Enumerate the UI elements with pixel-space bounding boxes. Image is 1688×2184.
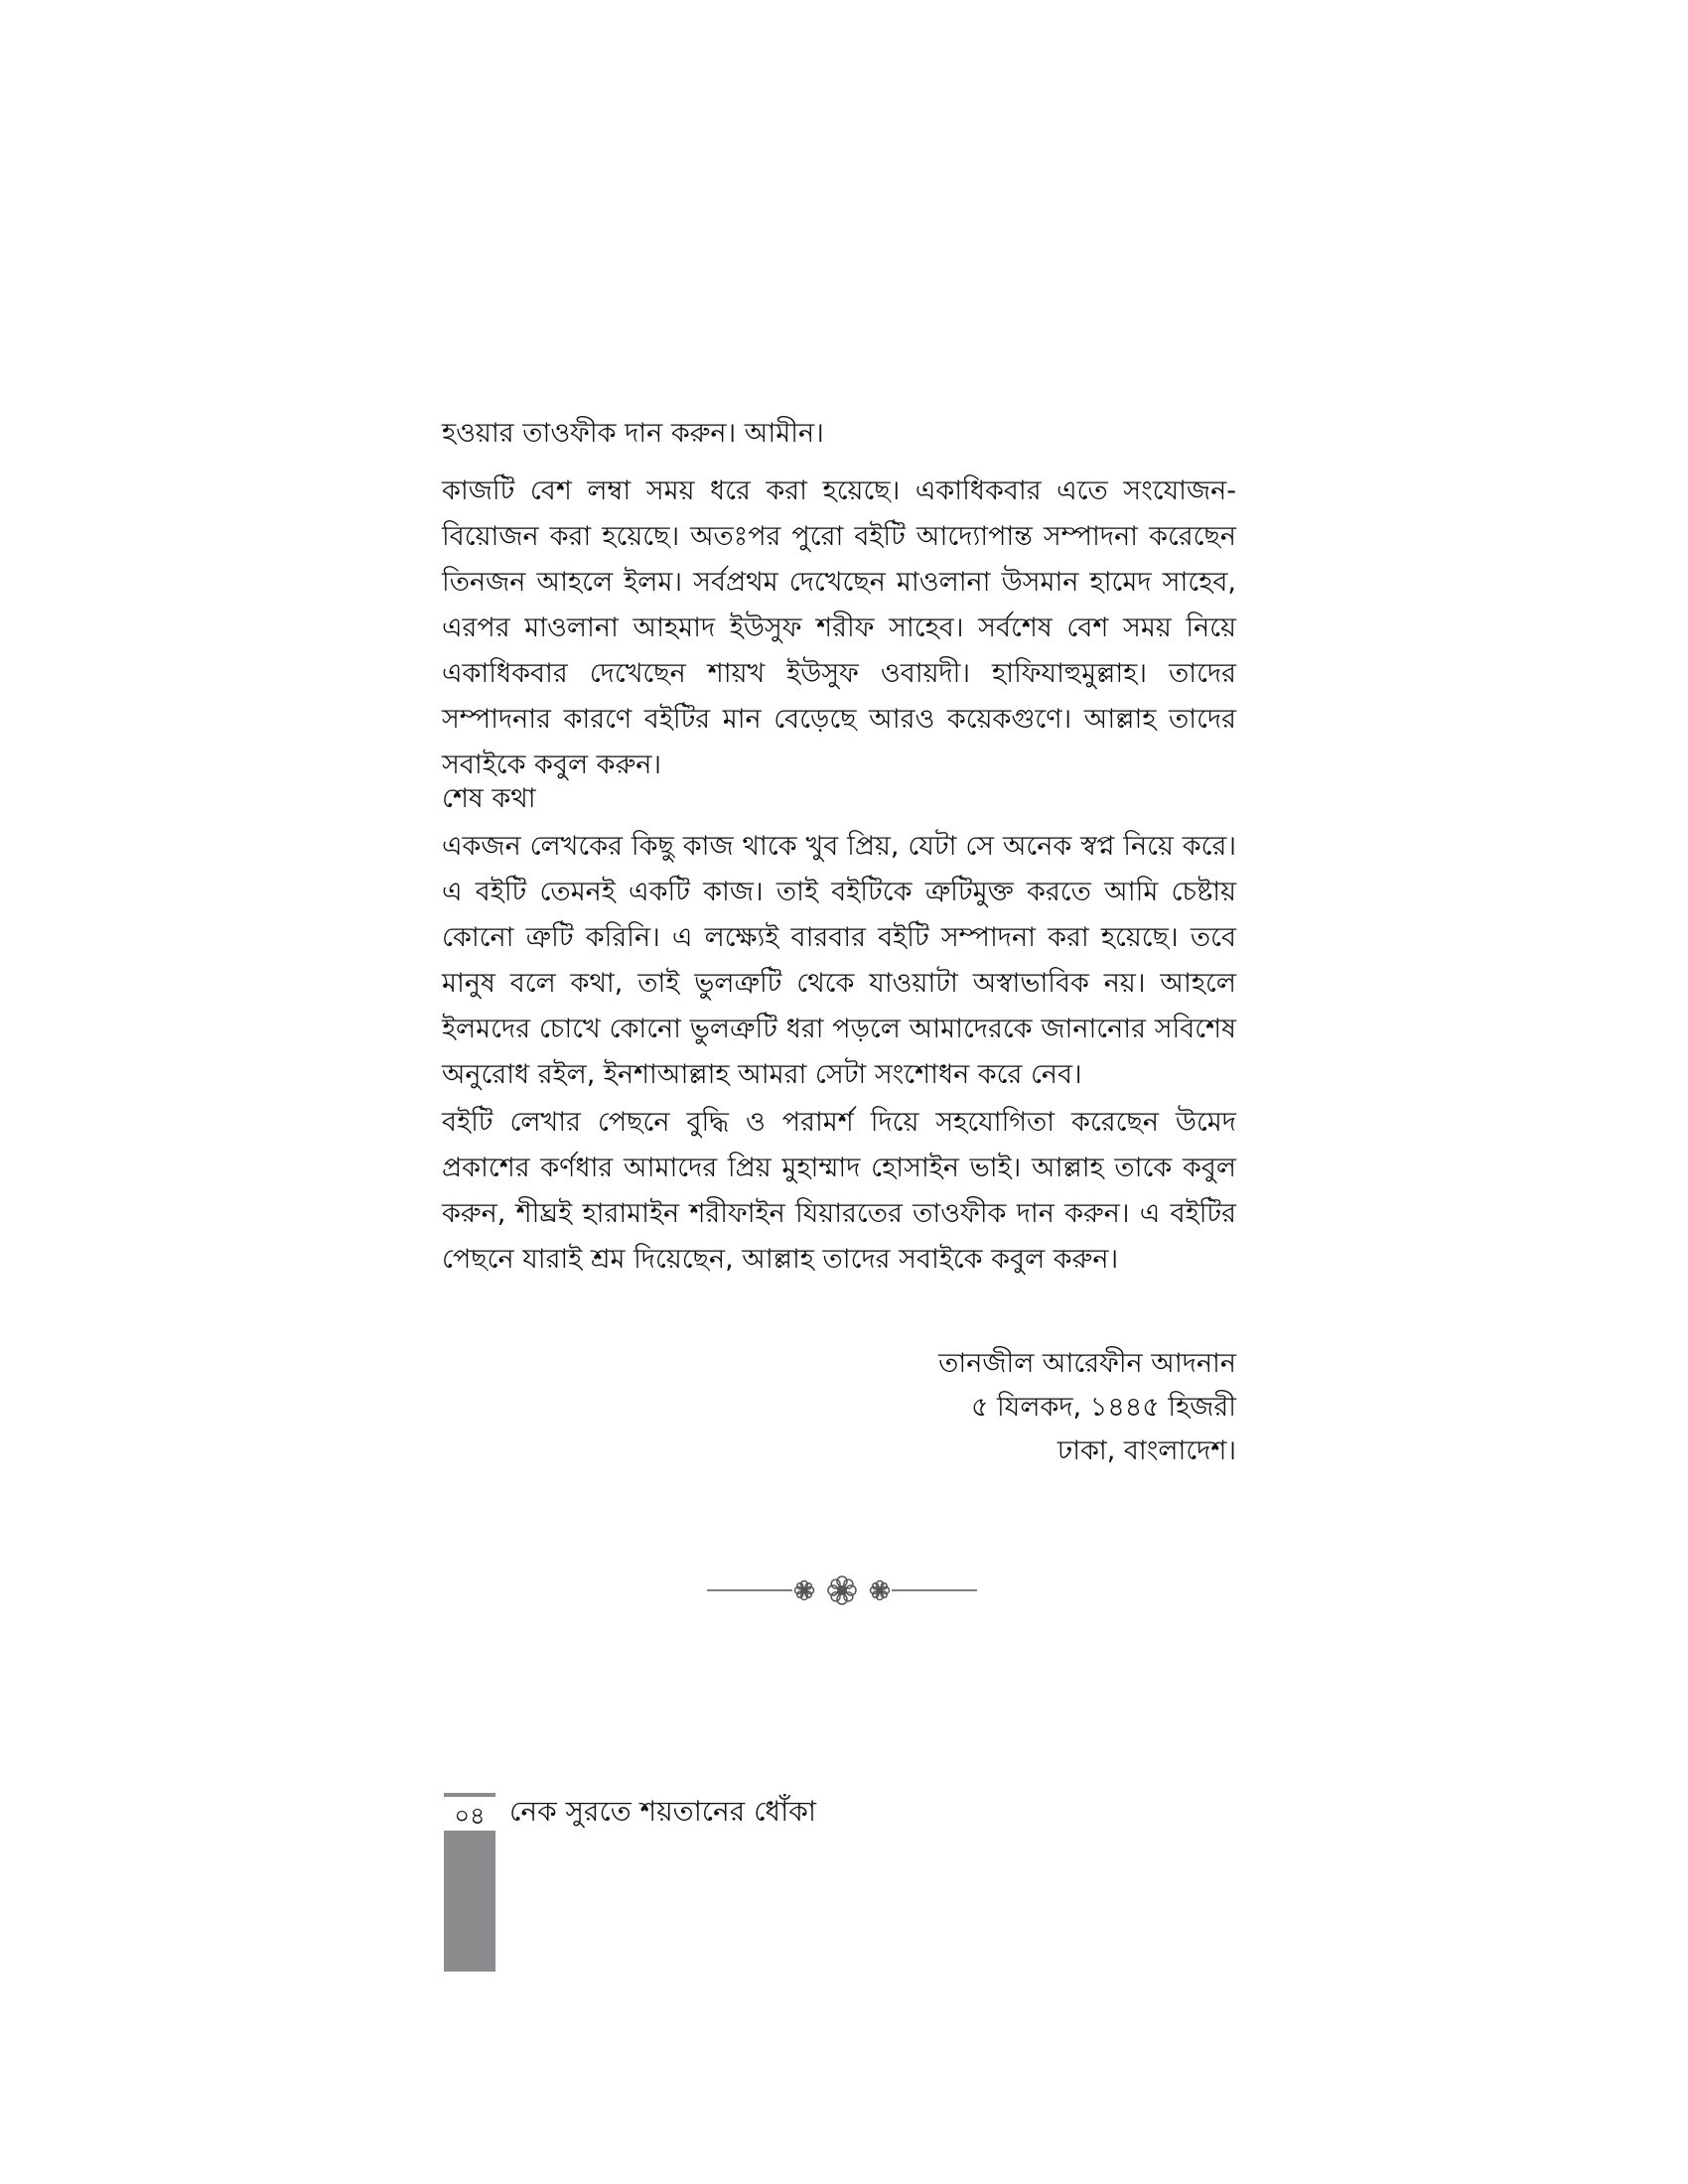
paragraph-editing [442, 469, 1236, 788]
signature-author: তানজীল আরেফীন আদনান [938, 1348, 1236, 1379]
footer-bar [444, 1831, 495, 1972]
paragraph-intro-end [442, 411, 1236, 457]
paragraph-intro-end-text: হওয়ার তাওফীক দান করুন। আমীন। [442, 418, 824, 449]
paragraph-closing-2-text: বইটি লেখার পেছনে বুদ্ধি ও পরামর্শ দিয়ে সহযোগিতা করেছেন উমেদ প্রকাশের কর্ণধার আমাদের প্রিয় মুহাম্মাদ হোসাইন ভাই। আল্লাহ তাকে কবুল করুন, শীঘ্রই হারামাইন শরীফাইন যিয়ারতের তাওফীক দান করুন। এ বইটির পেছনে যারাই শ্রম দিয়েছেন, আল্লাহ তাদের সবাইকে কবুল করুন। [442, 1107, 1236, 1275]
signature-block [839, 1342, 1236, 1473]
paragraph-editing-text: কাজটি বেশ লম্বা সময় ধরে করা হয়েছে। একাধিকবার এতে সংযোজন-বিয়োজন করা হয়েছে। অতঃপর পুরো বইটি আদ্যোপান্ত সম্পাদনা করেছেন তিনজন আহলে ইলম। সর্বপ্রথম দেখেছেন মাওলানা উসমান হামেদ সাহেব, এরপর মাওলানা আহমাদ ইউসুফ শরীফ সাহেব। সর্বশেষ বেশ সময় নিয়ে একাধিকবার দেখেছেন শায়খ ইউসুফ ওবায়দী। হাফিযাহুমুল্লাহ। তাদের সম্পাদনার কারণে বইটির মান বেড়েছে আরও কয়েকগুণে। আল্লাহ তাদের সবাইকে কবুল করুন। [442, 476, 1236, 780]
page-footer [444, 1793, 1040, 1972]
paragraph-closing-1 [442, 824, 1236, 1098]
paragraph-closing-1-text: একজন লেখকের কিছু কাজ থাকে খুব প্রিয়, যেটা সে অনেক স্বপ্ন নিয়ে করে। এ বইটি তেমনই একটি কাজ। তাই বইটিকে ত্রুটিমুক্ত করতে আমি চেষ্টায় কোনো ত্রুটি করিনি। এ লক্ষ্যেই বারবার বইটি সম্পাদনা করা হয়েছে। তবে মানুষ বলে কথা, তাই ভুলত্রুটি থেকে যাওয়াটা অস্বাভাবিক নয়। আহলে ইলমদের চোখে কোনো ভুলত্রুটি ধরা পড়লে আমাদেরকে জানানোর সবিশেষ অনুরোধ রইল, ইনশাআল্লাহ আমরা সেটা সংশোধন করে নেব। [442, 831, 1236, 1090]
signature-date: ৫ যিলকদ, ১৪৪৫ হিজরী [970, 1392, 1236, 1423]
paragraph-closing-2 [442, 1100, 1236, 1283]
section-heading-text: শেষ কথা [442, 783, 536, 814]
signature-place: ঢাকা, বাংলাদেশ। [1056, 1435, 1236, 1466]
section-heading [442, 776, 1236, 822]
floral-divider-icon [707, 1570, 977, 1610]
page-number: ০৪ [444, 1793, 495, 1831]
running-book-title: নেক সুরতে শয়তানের ধোঁকা [509, 1795, 816, 1828]
